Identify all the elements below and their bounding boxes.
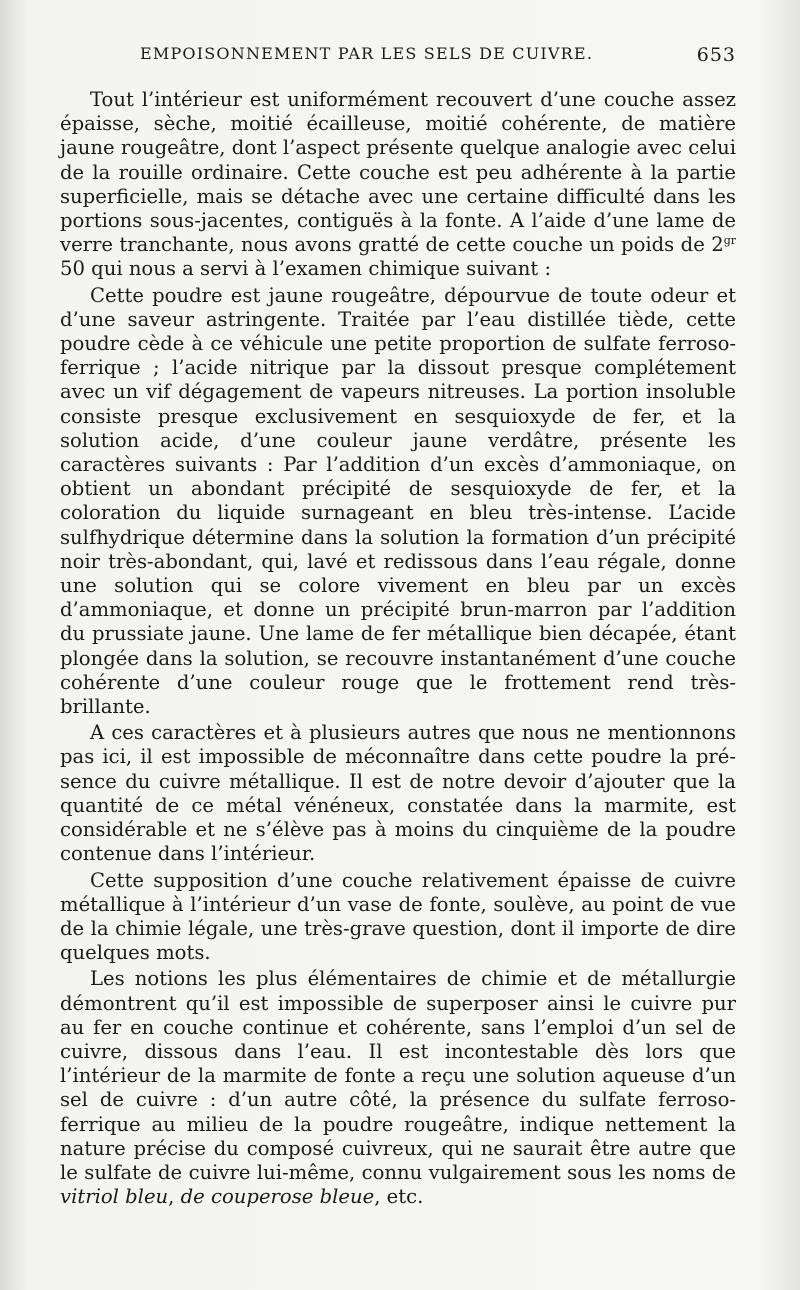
running-title: EMPOISONNEMENT PAR LES SELS DE CUIVRE. [140, 44, 594, 63]
paragraph-1 [60, 88, 736, 282]
paragraph-1-text-end: 50 qui nous a servi à l’examen chimique suivant : [60, 257, 552, 281]
unit-superscript: gr [723, 234, 736, 248]
running-header [140, 44, 740, 72]
paragraph-3: A ces caractères et à plusieurs autres que nous ne mentionnons pas ici, il est impossible de méconnaître dans cette poudre la présence du cuivre métallique. Il est de notre devoir d’ajouter que la quantité de ce métal vénéneux, constatée dans la marmite, est considérable et ne s’élève pas à moins du cinquième de la poudre contenue dans l’intérieur. [60, 721, 736, 866]
italic-term-vitriol: vitriol bleu [60, 1185, 169, 1209]
paragraph-4: Cette supposition d’une couche relativement épaisse de cuivre métallique à l’intérieur d’un vase de fonte, soulève, au point de vue de la chimie légale, une très-grave question, dont il importe de dire quelques mots. [60, 868, 736, 965]
page-number: 653 [696, 44, 736, 66]
paragraph-1-text: Tout l’intérieur est uniformément recouvert d’une couche assez épaisse, sèche, moitié écailleuse, moitié cohérente, de matière jaune rougeâtre, dont l’aspect présente quelque analogie avec celui de la rouille ordinaire. Cette couche est peu adhérente à la partie superficielle, mais se détache avec une certaine difficulté dans les portions sous-jacentes, contiguës à la fonte. A l’aide d’une lame de verre tranchante, nous avons gratté de cette couche un poids de 2 [60, 88, 736, 257]
body-text [60, 88, 736, 1209]
paragraph-5-text: Les notions les plus élémentaires de chimie et de métallurgie démontrent qu’il est impossible de superposer ainsi le cuivre pur au fer en couche continue et cohérente, sans l’emploi d’un sel de cuivre, dissous dans l’eau. Il est incontestable dès lors que l’intérieur de la marmite de fonte a reçu une solution aqueuse d’un sel de cuivre : d’un autre côté, la présence du sulfate ferroso-ferrique au milieu de la poudre rougeâtre, indique nettement la nature précise du composé cuivreux, qui ne saurait être autre que le sulfate de cuivre lui-même, connu vulgairement sous les noms de [60, 967, 736, 1184]
separator: , [168, 1185, 181, 1209]
paragraph-2: Cette poudre est jaune rougeâtre, dépourvue de toute odeur et d’une saveur astringente. Traitée par l’eau distillée tiède, cette poudre cède à ce véhicule une petite proportion de sulfate ferrosoferrique ; l’acide nitrique par la dissout presque complétement avec un vif dégagement de vapeurs nitreuses. La portion insoluble consiste presque exclusivement en sesquioxyde de fer, et la solution acide, d’une couleur jaune verdâtre, présente les caractères suivants : Par l’addition d’un excès d’ammoniaque, on obtient un abondant précipité de sesquioxyde de fer, et la coloration du liquide surnageant en bleu très-intense. L’acide sulfhydrique détermine dans la solution la formation d’un précipité noir très-abondant, qui, lavé et redissous dans l’eau régale, donne une solution qui se colore vivement en bleu par un excès d’ammoniaque, et donne un précipité brun-marron par l’addition du prussiate jaune. Une lame de fer métallique bien décapée, étant plongée dans la solution, se recouvre instantanément d’une couche cohérente d’une couleur rouge que le frottement rend très-brillante. [60, 283, 736, 719]
italic-term-couperose: de couperose bleue [180, 1185, 375, 1209]
paragraph-5 [60, 967, 736, 1209]
paragraph-5-text-end: , etc. [374, 1185, 424, 1209]
